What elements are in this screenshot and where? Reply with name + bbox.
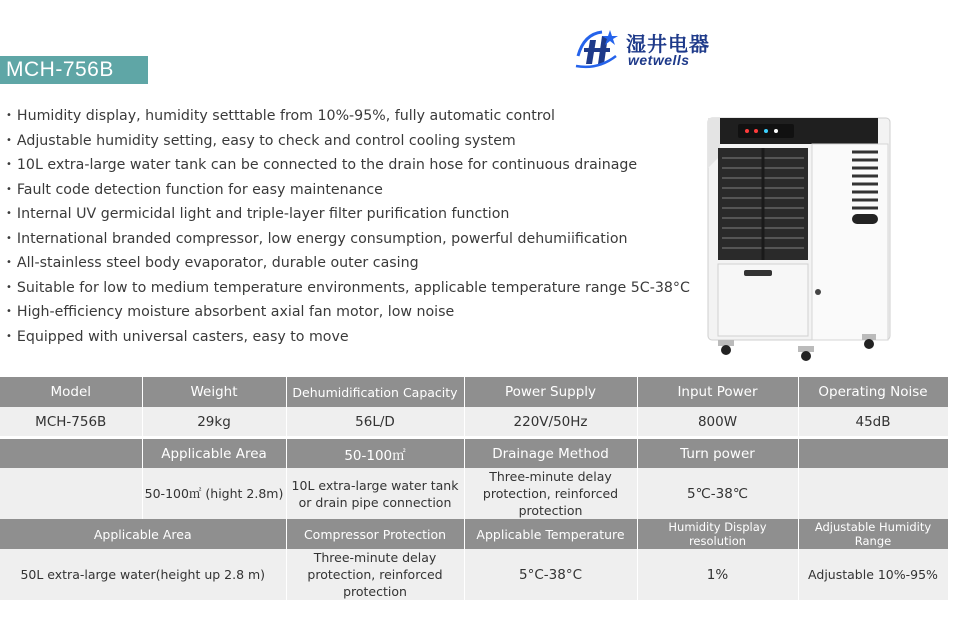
product-image [700, 108, 900, 366]
spec-value-cell: 5°C-38°C [464, 549, 637, 600]
spec-header-cell: Power Supply [464, 377, 637, 407]
feature-item: • Adjustable humidity setting, easy to check and control cooling system [6, 129, 690, 154]
spec-value-cell: MCH-756B [0, 407, 142, 436]
spec-value-row [0, 549, 948, 600]
spec-value-cell: Three-minute delay protection, reinforced protection [286, 549, 464, 600]
spec-header-cell: Applicable Area [142, 439, 286, 468]
spec-header-cell: Adjustable Humidity Range [798, 519, 948, 549]
feature-item: • High-efficiency moisture absorbent axial fan motor, low noise [6, 300, 690, 325]
spec-header-cell: Dehumidification Capacity [286, 377, 464, 407]
spec-header-cell [0, 439, 142, 468]
spec-value-cell: 29kg [142, 407, 286, 436]
feature-item: • All-stainless steel body evaporator, durable outer casing [6, 251, 690, 276]
feature-list [6, 104, 690, 349]
spec-header-row [0, 519, 948, 549]
spec-value-cell: 800W [637, 407, 798, 436]
logo-mark-icon [572, 26, 624, 72]
spec-header-cell: Input Power [637, 377, 798, 407]
spec-header-cell: Weight [142, 377, 286, 407]
spec-header-cell: 50-100㎡ [286, 439, 464, 468]
spec-header-row [0, 439, 948, 468]
spec-value-cell: 45dB [798, 407, 948, 436]
spec-value-row [0, 407, 948, 436]
spec-table [0, 377, 949, 600]
spec-header-row [0, 377, 948, 407]
spec-header-cell: Model [0, 377, 142, 407]
spec-header-cell: Applicable Area [0, 519, 286, 549]
spec-header-cell [798, 439, 948, 468]
spec-value-cell: 1% [637, 549, 798, 600]
feature-item: • Fault code detection function for easy maintenance [6, 178, 690, 203]
feature-item: • International branded compressor, low energy consumption, powerful dehumiification [6, 227, 690, 252]
feature-item: • Suitable for low to medium temperature environments, applicable temperature range 5C-38°C [6, 276, 690, 301]
spec-value-cell: 50-100㎡ (hight 2.8m) [142, 468, 286, 519]
spec-value-cell: 5℃-38℃ [637, 468, 798, 519]
spec-header-cell: Humidity Display resolution [637, 519, 798, 549]
feature-item: • 10L extra-large water tank can be connected to the drain hose for continuous drainage [6, 153, 690, 178]
spec-header-cell: Drainage Method [464, 439, 637, 468]
spec-value-cell: 220V/50Hz [464, 407, 637, 436]
spec-header-cell: Turn power [637, 439, 798, 468]
brand-logo [572, 26, 722, 72]
logo-chinese-text: 湿井电器 [626, 32, 710, 56]
spec-header-cell: Applicable Temperature [464, 519, 637, 549]
logo-english-text: wetwells [628, 52, 690, 68]
feature-item: • Humidity display, humidity setttable from 10%-95%, fully automatic control [6, 104, 690, 129]
model-tag: MCH-756B [0, 56, 148, 84]
spec-value-cell [798, 468, 948, 519]
feature-item: • Equipped with universal casters, easy to move [6, 325, 690, 350]
spec-value-cell: Three-minute delay protection, reinforced protection [464, 468, 637, 519]
spec-value-cell: Adjustable 10%-95% [798, 549, 948, 600]
spec-header-cell: Compressor Protection [286, 519, 464, 549]
spec-value-row [0, 468, 948, 519]
spec-header-cell: Operating Noise [798, 377, 948, 407]
spec-value-cell: 50L extra-large water(height up 2.8 m) [0, 549, 286, 600]
spec-value-cell [0, 468, 142, 519]
spec-value-cell: 10L extra-large water tank or drain pipe connection [286, 468, 464, 519]
spec-value-cell: 56L/D [286, 407, 464, 436]
feature-item: • Internal UV germicidal light and triple-layer filter purification function [6, 202, 690, 227]
